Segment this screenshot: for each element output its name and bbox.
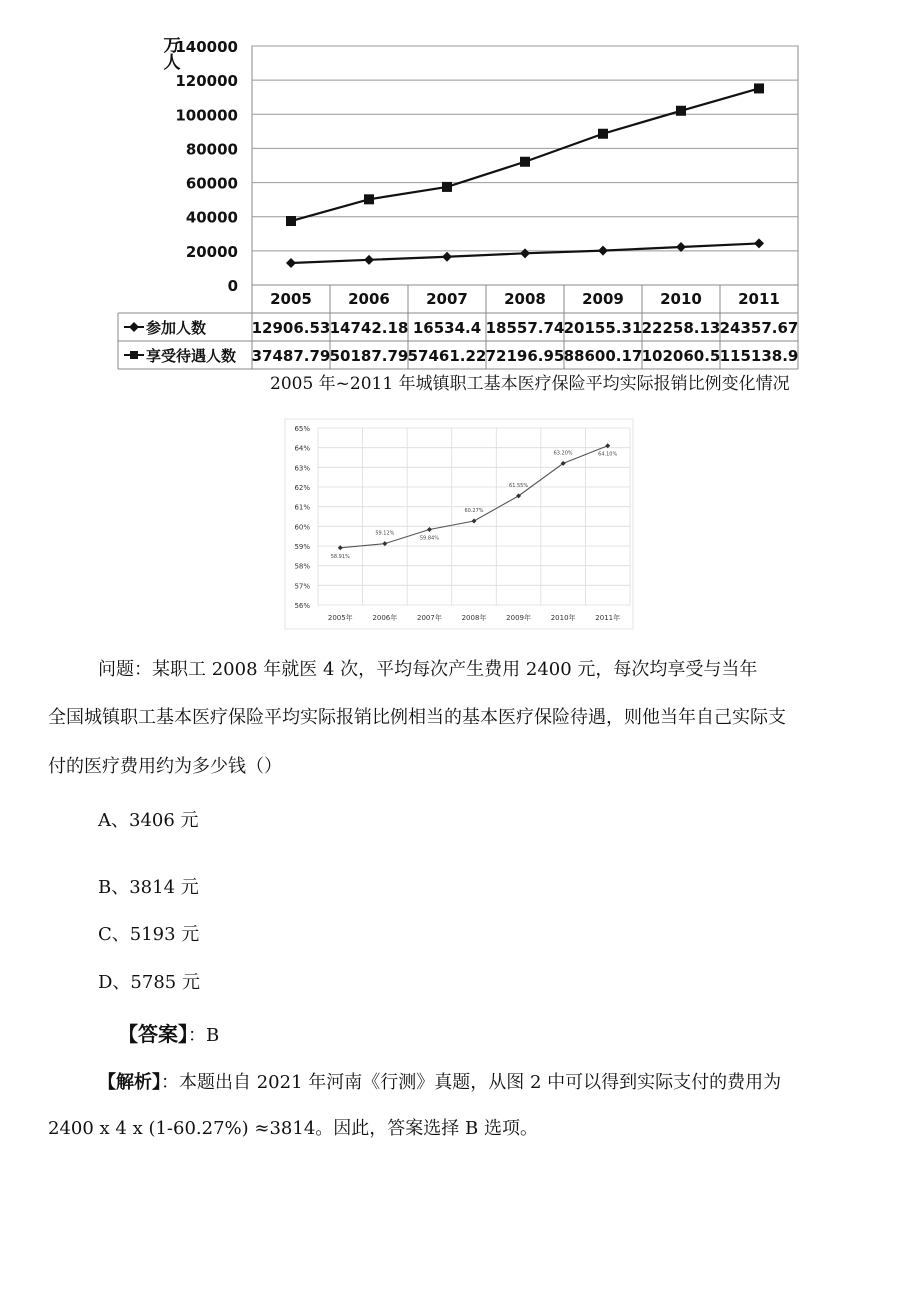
y-tick-label: 40000 [185, 208, 238, 227]
legend-label: 参加人数 [146, 319, 207, 337]
legend-label: 享受待遇人数 [146, 347, 237, 365]
x-tick-label: 2007 [426, 290, 468, 308]
enrollment-chart [110, 30, 800, 370]
table-cell-value: 37487.79 [251, 347, 331, 365]
question-line-1: 问题：某职工 2008 年就医 4 次，平均每次产生费用 2400 元，每次均享受与当年 [98, 659, 758, 680]
x-tick-label: 2007年 [417, 614, 442, 622]
y-tick-label: 57% [294, 582, 310, 591]
data-point-square [520, 157, 530, 167]
explanation-label: 【解析】 [98, 1072, 161, 1093]
option-c[interactable]: C、5193 元 [98, 924, 200, 945]
y-tick-label: 65% [294, 425, 310, 433]
explanation-text-1: ：本题出自 2021 年河南《行测》真题，从图 2 中可以得到实际支付的费用为 [161, 1072, 782, 1093]
y-tick-label: 63% [294, 464, 310, 473]
data-point-square [754, 83, 764, 93]
y-tick-label: 80000 [185, 140, 238, 159]
table-cell-value: 14742.18 [329, 319, 409, 337]
y-tick-label: 61% [294, 503, 310, 512]
y-tick-label: 0 [227, 277, 238, 295]
table-cell-value: 57461.22 [407, 347, 487, 365]
data-point-square [676, 106, 686, 116]
question-line-3: 付的医疗费用约为多少钱（） [48, 756, 282, 777]
option-d[interactable]: D、5785 元 [98, 972, 200, 993]
x-tick-label: 2005年 [327, 614, 353, 622]
explanation-line-1 [98, 1068, 781, 1094]
option-a[interactable]: A、3406 元 [98, 810, 199, 831]
y-tick-label: 100000 [175, 106, 238, 125]
table-cell-value: 16534.4 [412, 319, 482, 337]
y-tick-label: 60% [294, 523, 310, 532]
table-cell-value: 20155.31 [563, 319, 643, 337]
reimbursement-ratio-chart [284, 418, 634, 630]
table-cell-value: 115138.9 [719, 347, 799, 365]
x-tick-label: 2010 [660, 290, 702, 308]
table-cell-value: 24357.67 [719, 319, 799, 337]
x-tick-label: 2009年 [506, 614, 531, 622]
data-label: 58.91% [330, 553, 350, 560]
data-point-square [442, 182, 452, 192]
table-cell-value: 88600.17 [563, 347, 643, 365]
x-tick-label: 2008 [504, 290, 546, 308]
x-tick-label: 2010年 [550, 614, 576, 622]
data-point-square [598, 129, 608, 139]
table-cell-value: 18557.74 [485, 319, 565, 337]
x-tick-label: 2008年 [461, 614, 487, 622]
y-tick-label: 56% [294, 602, 310, 610]
data-label: 59.84% [419, 535, 439, 542]
y-tick-label: 62% [294, 484, 310, 492]
data-point-square [364, 194, 374, 204]
legend-marker-square [130, 351, 138, 359]
table-cell-value: 102060.5 [641, 347, 721, 365]
legend-marker-diamond [129, 322, 139, 332]
y-tick-label: 58% [294, 562, 310, 571]
table-cell-value: 72196.95 [485, 347, 565, 365]
answer [118, 1018, 219, 1047]
x-tick-label: 2006 [348, 290, 390, 308]
y-axis-label: 万 [163, 36, 181, 56]
x-tick-label: 2011年 [595, 614, 621, 622]
y-tick-label: 120000 [175, 72, 238, 91]
data-label: 60.27% [464, 508, 484, 515]
chart-caption: 2005 年~2011 年城镇职工基本医疗保险平均实际报销比例变化情况 [270, 374, 790, 394]
data-label: 64.10% [598, 451, 618, 458]
table-cell-value: 22258.13 [641, 319, 721, 337]
answer-label: 【答案】 [118, 1022, 188, 1046]
option-b[interactable]: B、3814 元 [98, 877, 199, 898]
answer-value: ：B [188, 1025, 220, 1046]
x-tick-label: 2009 [582, 290, 624, 308]
y-tick-label: 64% [294, 444, 310, 453]
x-tick-label: 2005 [270, 290, 312, 308]
y-tick-label: 59% [294, 543, 310, 551]
x-tick-label: 2006年 [372, 614, 398, 622]
data-label: 63.20% [553, 450, 573, 457]
data-label: 61.55% [509, 482, 529, 489]
y-tick-label: 20000 [185, 242, 238, 261]
data-point-square [286, 216, 296, 226]
explanation-line-2: 2400 x 4 x (1-60.27%) ≈3814。因此，答案选择 B 选项。 [48, 1118, 538, 1139]
y-axis-label: 人 [163, 53, 181, 73]
y-tick-label: 60000 [185, 174, 238, 193]
y-tick-label: 140000 [175, 38, 238, 56]
data-label: 59.12% [375, 530, 395, 537]
table-cell-value: 12906.53 [251, 319, 331, 337]
question-line-2: 全国城镇职工基本医疗保险平均实际报销比例相当的基本医疗保险待遇，则他当年自己实际支 [48, 707, 786, 728]
table-cell-value: 50187.79 [329, 347, 409, 365]
x-tick-label: 2011 [738, 290, 780, 308]
